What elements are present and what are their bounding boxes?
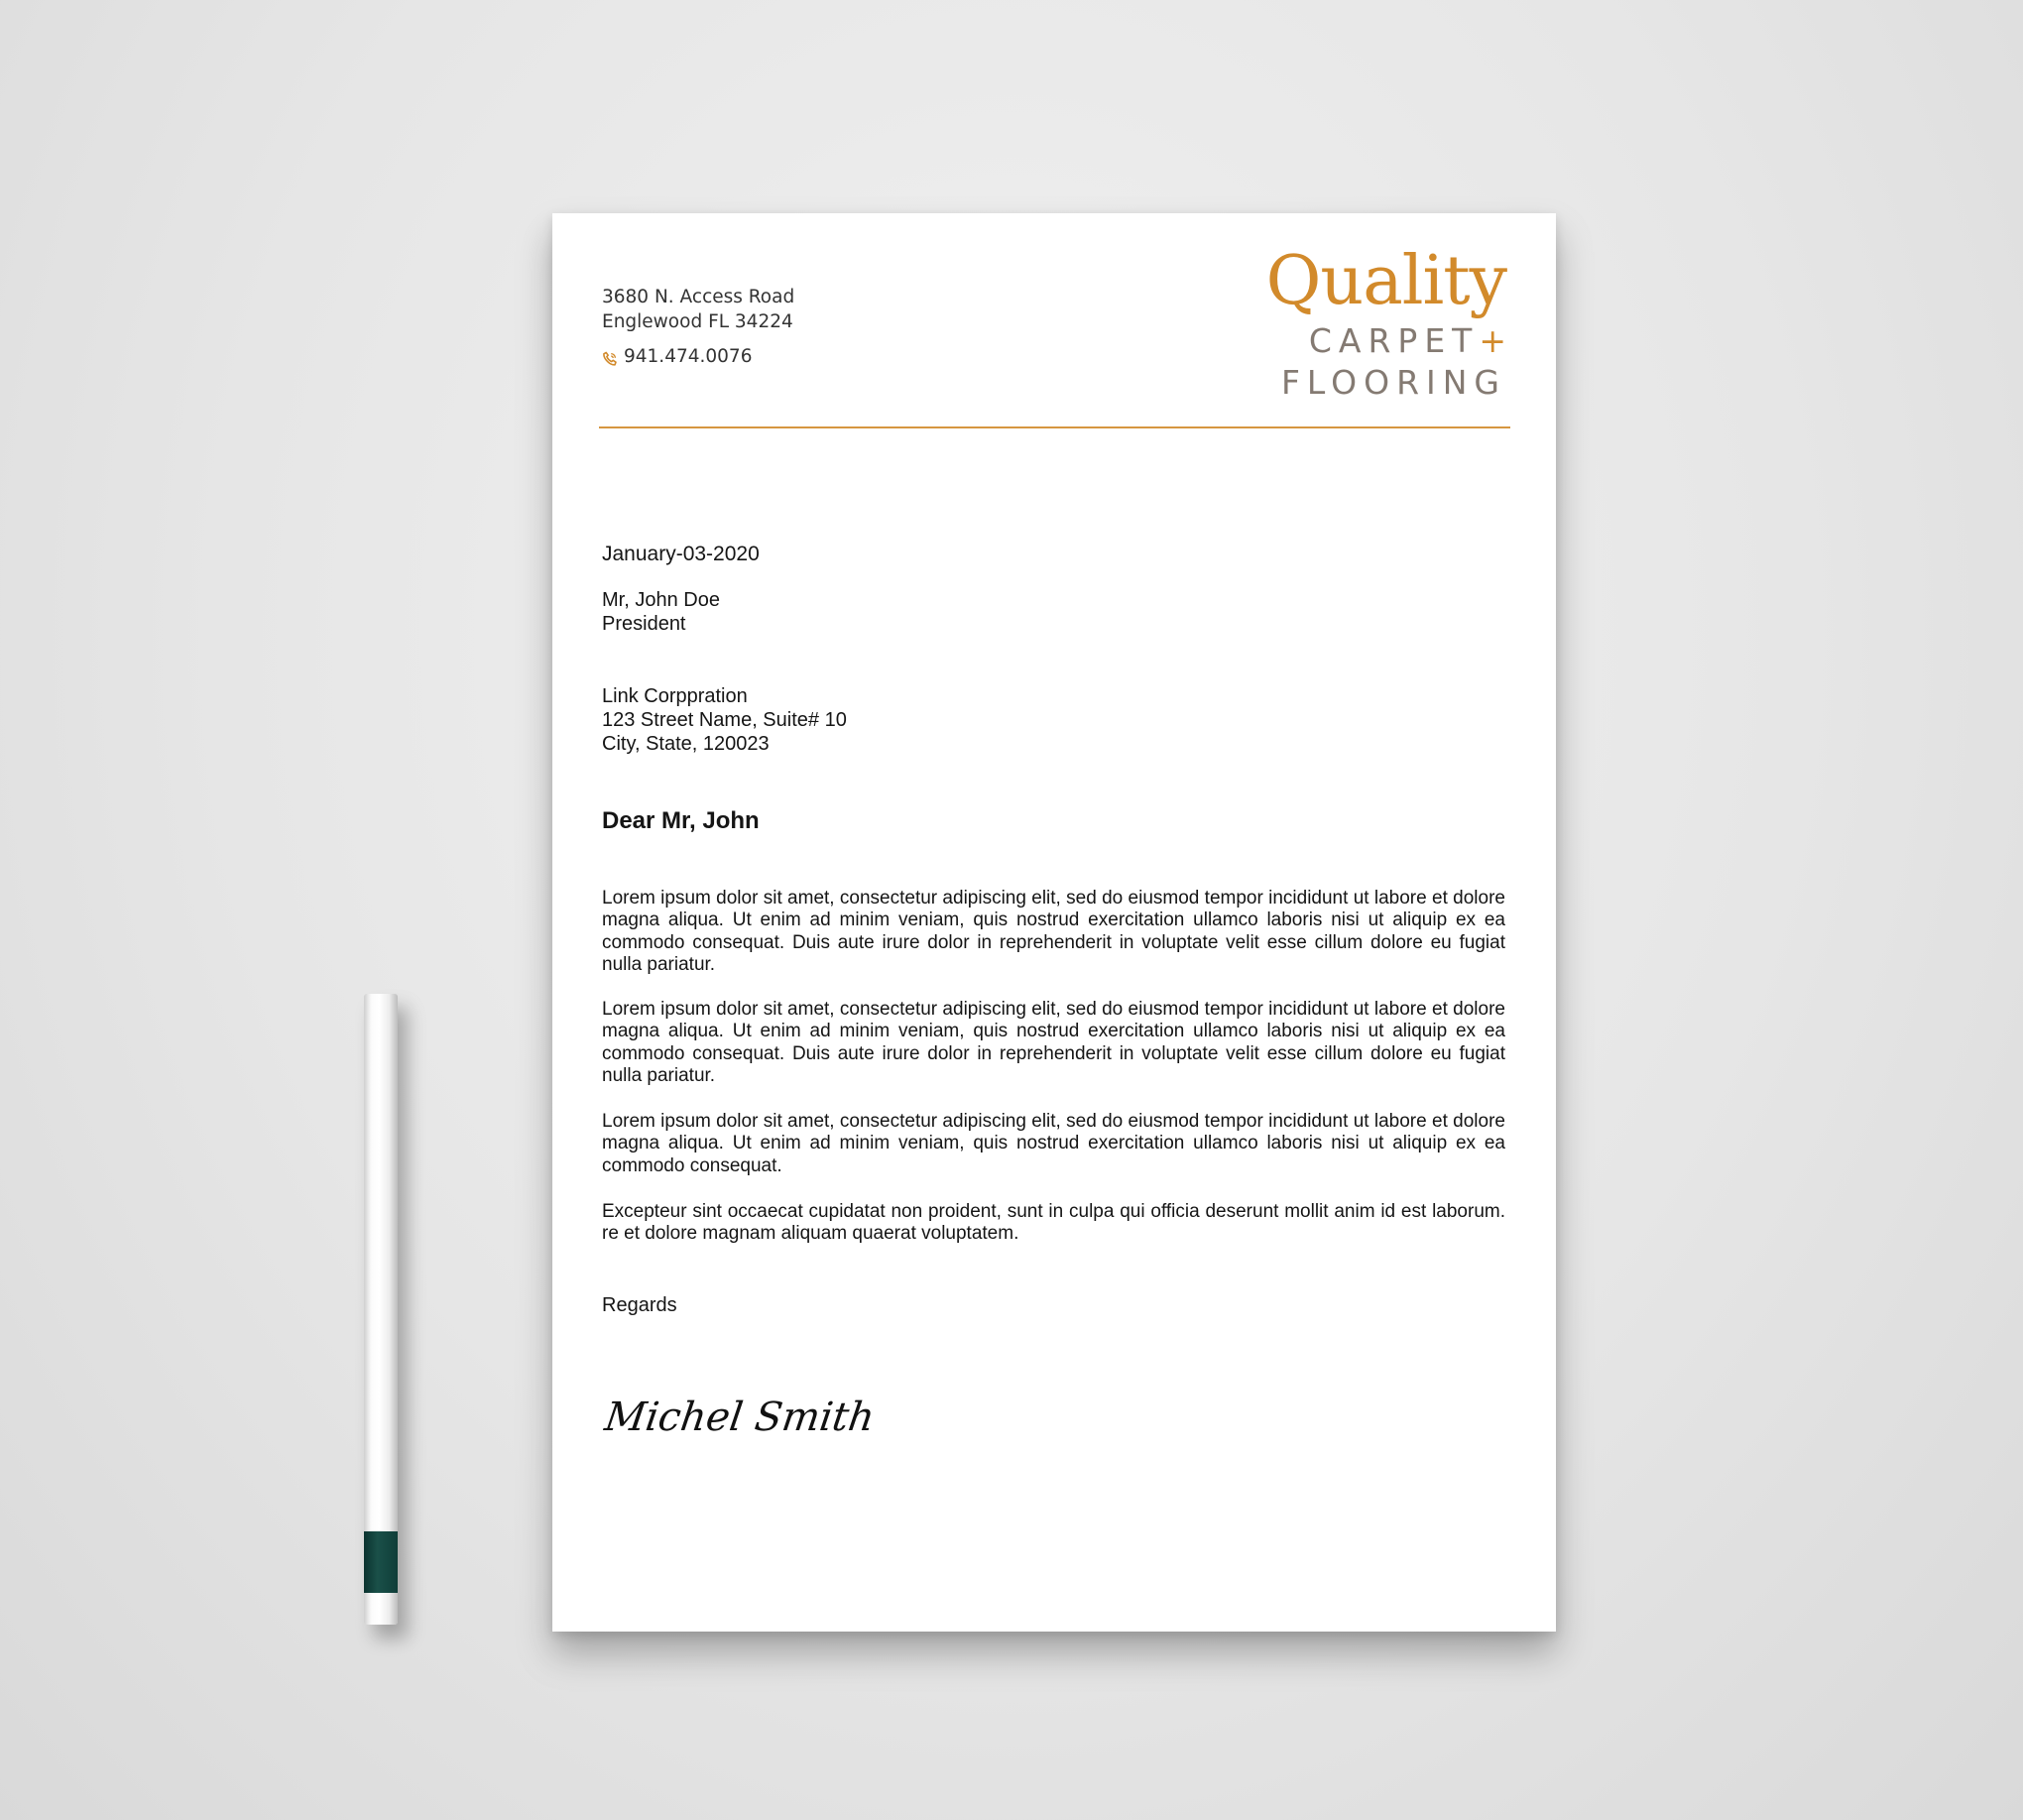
header-divider — [599, 426, 1510, 428]
logo-line-flooring: FLOORING — [1280, 363, 1506, 402]
pen-band — [364, 1531, 398, 1593]
letter-greeting: Dear Mr, John — [602, 807, 760, 834]
phone-icon — [602, 349, 618, 365]
body-paragraph: Excepteur sint occaecat cupidatat non proident, sunt in culpa qui officia deserunt mollit anim id est laborum. re et dolore magnam aliquam quaerat voluptatem. — [602, 1201, 1505, 1245]
sender-phone-row — [602, 344, 794, 369]
letter-date: January-03-2020 — [602, 543, 760, 565]
company-logo — [1209, 243, 1506, 404]
sender-address-line1: 3680 N. Access Road — [602, 287, 795, 307]
company-name: Link Corppration — [602, 685, 748, 707]
sender-contact — [602, 285, 794, 369]
logo-line-carpet — [1209, 320, 1506, 362]
company-address-block — [602, 684, 1505, 756]
company-street: 123 Street Name, Suite# 10 — [602, 709, 847, 731]
recipient-name: Mr, John Doe — [602, 589, 720, 611]
company-city: City, State, 120023 — [602, 733, 770, 755]
body-paragraph: Lorem ipsum dolor sit amet, consectetur adipiscing elit, sed do eiusmod tempor incididunt ut labore et dolore magna aliqua. Ut enim ad minim veniam, quis nostrud exercitation ullamco laboris nisi ut aliquip ex ea commodo consequat. — [602, 1111, 1505, 1176]
body-paragraph: Lorem ipsum dolor sit amet, consectetur adipiscing elit, sed do eiusmod tempor incididunt ut labore et dolore magna aliqua. Ut enim ad minim veniam, quis nostrud exercitation ullamco laboris nisi ut aliquip ex ea commodo consequat. Duis aute irure dolor in reprehenderit in voluptate velit esse cillum dolore eu fugiat nulla pariatur. — [602, 999, 1505, 1087]
logo-plus: + — [1479, 321, 1506, 360]
signature: Michel Smith — [602, 1395, 878, 1440]
logo-word: Quality — [1265, 242, 1506, 320]
letterhead-page — [552, 213, 1556, 1632]
sender-phone: 941.474.0076 — [624, 346, 753, 367]
logo-carpet-text: CARPET — [1308, 321, 1480, 360]
recipient-title: President — [602, 613, 686, 635]
sender-address-line2: Englewood FL 34224 — [602, 311, 793, 332]
pen — [364, 994, 398, 1625]
body-paragraph: Lorem ipsum dolor sit amet, consectetur adipiscing elit, sed do eiusmod tempor incididunt ut labore et dolore magna aliqua. Ut enim ad minim veniam, quis nostrud exercitation ullamco laboris nisi ut aliquip ex ea commodo consequat. Duis aute irure dolor in reprehenderit in voluptate velit esse cillum dolore eu fugiat nulla pariatur. — [602, 888, 1505, 976]
recipient-block — [602, 588, 1505, 636]
letter-closing: Regards — [602, 1294, 677, 1316]
